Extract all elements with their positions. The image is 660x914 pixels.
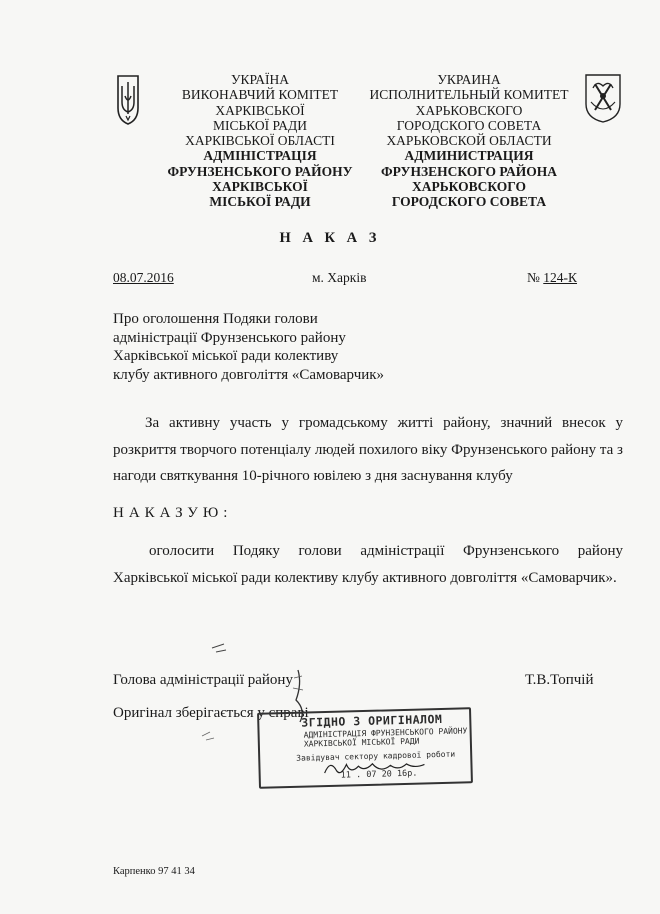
order-number-value: 124-К bbox=[543, 270, 578, 285]
signatory-role: Голова адміністрації району bbox=[113, 672, 293, 688]
header-line: ГОРОДСКОГО СОВЕТА bbox=[396, 117, 542, 133]
header-line: ИСПОЛНИТЕЛЬНЫЙ КОМИТЕТ bbox=[369, 87, 569, 103]
stamp-line: АДМІНІСТРАЦІЯ ФРУНЗЕНСЬКОГО РАЙОНУ bbox=[303, 726, 468, 740]
header-bold-line: АДМИНИСТРАЦИЯ bbox=[404, 148, 534, 164]
header-bold-line: ГОРОДСКОГО СОВЕТА bbox=[391, 194, 547, 210]
stamp-line: Завідувач сектору кадрової роботи bbox=[296, 749, 456, 763]
header-bold-line: ХАРКІВСЬКОЇ bbox=[212, 179, 308, 195]
kharkiv-city-coat-of-arms-icon bbox=[583, 72, 623, 124]
header-line: УКРАИНА bbox=[437, 72, 501, 87]
order-paragraph: оголосити Подяку голови адміністрації Фрунзенського району Харківської міської ради колективу клубу активного довголіття «Самоварчик». bbox=[113, 543, 623, 586]
header-line: МІСЬКОЇ РАДИ bbox=[212, 117, 308, 133]
certified-copy-stamp bbox=[257, 707, 473, 789]
subject-line: Харківської міської ради колективу bbox=[113, 348, 339, 364]
order-number-prefix: № bbox=[527, 270, 544, 285]
signatory-name: Т.В.Топчій bbox=[525, 672, 594, 688]
header-line: ХАРКІВСЬКОЇ ОБЛАСТІ bbox=[185, 133, 335, 149]
header-line: ХАРЬКОВСКОЙ ОБЛАСТИ bbox=[386, 133, 552, 149]
header-line: ВИКОНАВЧИЙ КОМІТЕТ bbox=[181, 87, 339, 103]
header-bold-line: ХАРЬКОВСКОГО bbox=[411, 179, 527, 195]
subject-line: клубу активного довголіття «Самоварчик» bbox=[113, 366, 385, 383]
header-bold-line: ФРУНЗЕНСЬКОГО РАЙОНУ bbox=[167, 163, 353, 179]
header-bold-line: АДМІНІСТРАЦІЯ bbox=[203, 148, 317, 164]
header-bold-line: ФРУНЗЕНСКОГО РАЙОНА bbox=[381, 163, 557, 179]
header-russian bbox=[366, 72, 572, 210]
document-title: Н А К А З bbox=[279, 230, 381, 246]
header-line: УКРАЇНА bbox=[230, 72, 290, 87]
order-number bbox=[527, 270, 577, 286]
header-line: ХАРКІВСЬКОЇ bbox=[215, 102, 305, 118]
header-line: ХАРЬКОВСКОГО bbox=[415, 102, 523, 118]
stamp-date: 11 . 07 20 16р. bbox=[340, 768, 418, 781]
order-word: НАКАЗУЮ: bbox=[113, 505, 233, 521]
preamble-paragraph: За активну участь у громадському житті району, значний внесок у розкриття творчого потенціалу людей похилого віку Фрунзенського району та з нагоди святкування 10-річного ювілею з дня заснування клубу bbox=[113, 415, 623, 484]
subject-line: адміністрації Фрунзенського району bbox=[113, 329, 346, 346]
original-note: Оригінал зберігається у справі bbox=[113, 705, 309, 721]
order-date: 08.07.2016 bbox=[113, 270, 174, 285]
header-bold-line: МІСЬКОЇ РАДИ bbox=[209, 194, 311, 210]
order-city: м. Харків bbox=[312, 270, 367, 285]
order-subject bbox=[113, 310, 433, 384]
stamp-title: ЗГІДНО З ОРИГІНАЛОМ bbox=[301, 711, 443, 730]
stamp-line: ХАРКІВСЬКОЇ МІСЬКОЇ РАДИ bbox=[303, 736, 420, 749]
header-ukrainian bbox=[160, 72, 360, 210]
footer-contact: Карпенко 97 41 34 bbox=[113, 866, 195, 877]
subject-line: Про оголошення Подяки голови bbox=[113, 311, 318, 327]
trident-coat-of-arms-icon bbox=[116, 74, 140, 126]
